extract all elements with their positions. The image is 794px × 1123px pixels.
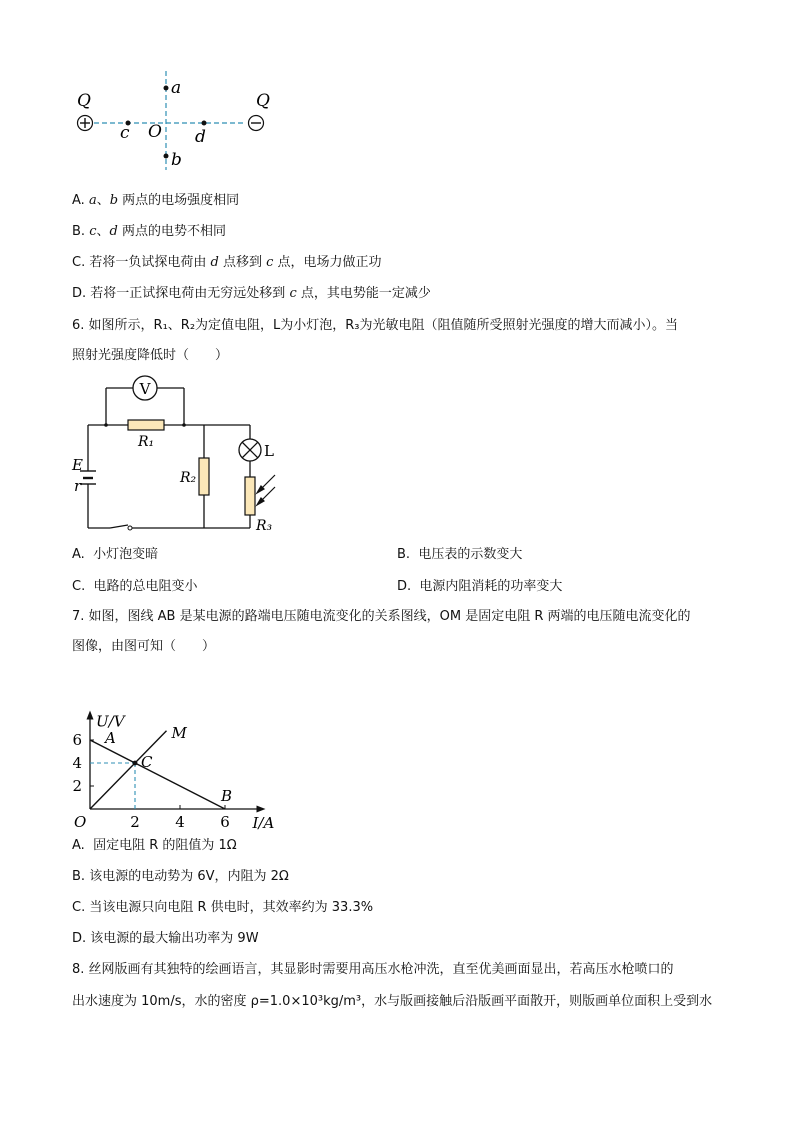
label-b: B — [221, 787, 233, 805]
label-a: a — [171, 78, 182, 98]
label-q-right: Q — [256, 91, 270, 111]
origin-label: O — [74, 813, 87, 831]
label-q-left: Q — [77, 91, 91, 111]
label-c: C — [141, 753, 153, 771]
x-tick-label: 2 — [130, 813, 140, 831]
node-left — [104, 423, 108, 427]
q6-option-a: A. 小灯泡变暗 — [72, 547, 159, 562]
y-tick-label: 6 — [72, 731, 82, 749]
resistor-r2 — [199, 458, 209, 495]
q5-option-c: C. 若将一负试探电荷由 d 点移到 c 点，电场力做正功 — [72, 255, 382, 270]
point-d — [202, 121, 207, 126]
q7-option-b: B. 该电源的电动势为 6V，内阻为 2Ω — [72, 869, 289, 884]
point-a — [164, 86, 169, 91]
q6-option-b: B. 电压表的示数变大 — [397, 547, 523, 562]
x-axis-arrow-icon — [257, 806, 266, 813]
q6-stem-line2: 照射光强度降低时（ ） — [72, 348, 229, 363]
lamp-label: L — [264, 442, 274, 460]
q7-stem-line1: 7. 如图，图线 AB 是某电源的路端电压随电流变化的关系图线，OM 是固定电阻 R 两端的电压随电流变化的 — [72, 609, 691, 624]
label-d: d — [195, 127, 206, 147]
q5-option-b: B. c、d 两点的电势不相同 — [72, 224, 226, 239]
voltmeter-icon — [133, 376, 157, 400]
resistor-r3 — [245, 477, 255, 515]
x-tick-label: 4 — [175, 813, 185, 831]
label-o: O — [148, 122, 162, 142]
figure-q5-charges — [70, 68, 280, 176]
x-axis-label: I/A — [252, 814, 275, 832]
point-b — [164, 154, 169, 159]
figure-q6-circuit — [68, 370, 288, 538]
q5-option-a: A. a、b 两点的电场强度相同 — [72, 193, 240, 208]
chart-q7-ui-graph — [70, 662, 280, 834]
internal-r-label: r — [74, 477, 82, 495]
label-c: c — [120, 123, 130, 143]
label-b: b — [171, 150, 182, 170]
resistor-r1 — [128, 420, 164, 430]
voltmeter-label: V — [139, 380, 151, 398]
emf-label: E — [72, 456, 83, 474]
label-m: M — [171, 723, 187, 742]
y-tick-label: 2 — [72, 777, 82, 795]
r2-label: R₂ — [180, 470, 197, 486]
node-right — [182, 423, 186, 427]
q6-option-d: D. 电源内阻消耗的功率变大 — [397, 579, 563, 594]
y-axis-arrow-icon — [87, 711, 94, 720]
q7-stem-line2: 图像，由图可知（ ） — [72, 639, 216, 654]
q6-option-c: C. 电路的总电阻变小 — [72, 579, 198, 594]
r1-label: R₁ — [138, 434, 155, 450]
lamp-icon — [239, 439, 261, 461]
q7-option-d: D. 该电源的最大输出功率为 9W — [72, 931, 259, 946]
light-arrows-icon — [257, 475, 275, 505]
q8-stem-line2: 出水速度为 10m/s，水的密度 ρ=1.0×10³kg/m³，水与版画接触后沿版画平面散开，则版画单位面积上受到水 — [72, 994, 713, 1009]
x-tick-label: 6 — [220, 813, 230, 831]
r3-label: R₃ — [256, 518, 273, 534]
series-line-ab — [90, 740, 225, 809]
q6-stem-line1: 6. 如图所示，R₁、R₂为定值电阻，L为小灯泡，R₃为光敏电阻（阻值随所受照射光强度的增大而减小）。当 — [72, 318, 679, 333]
q7-option-a: A. 固定电阻 R 的阻值为 1Ω — [72, 838, 237, 853]
label-a: A — [105, 729, 116, 747]
q8-stem-line1: 8. 丝网版画有其独特的绘画语言，其显影时需要用高压水枪冲洗，直至优美画面显出，若高压水枪喷口的 — [72, 962, 674, 977]
y-tick-label: 4 — [72, 754, 82, 772]
q5-option-d: D. 若将一正试探电荷由无穷远处移到 c 点，其电势能一定减少 — [72, 286, 431, 301]
q7-option-c: C. 当该电源只向电阻 R 供电时，其效率约为 33.3% — [72, 900, 374, 915]
switch-contact — [128, 526, 132, 530]
y-axis-label: U/V — [96, 712, 125, 731]
series-line-om — [90, 731, 167, 809]
point-c — [133, 761, 138, 766]
